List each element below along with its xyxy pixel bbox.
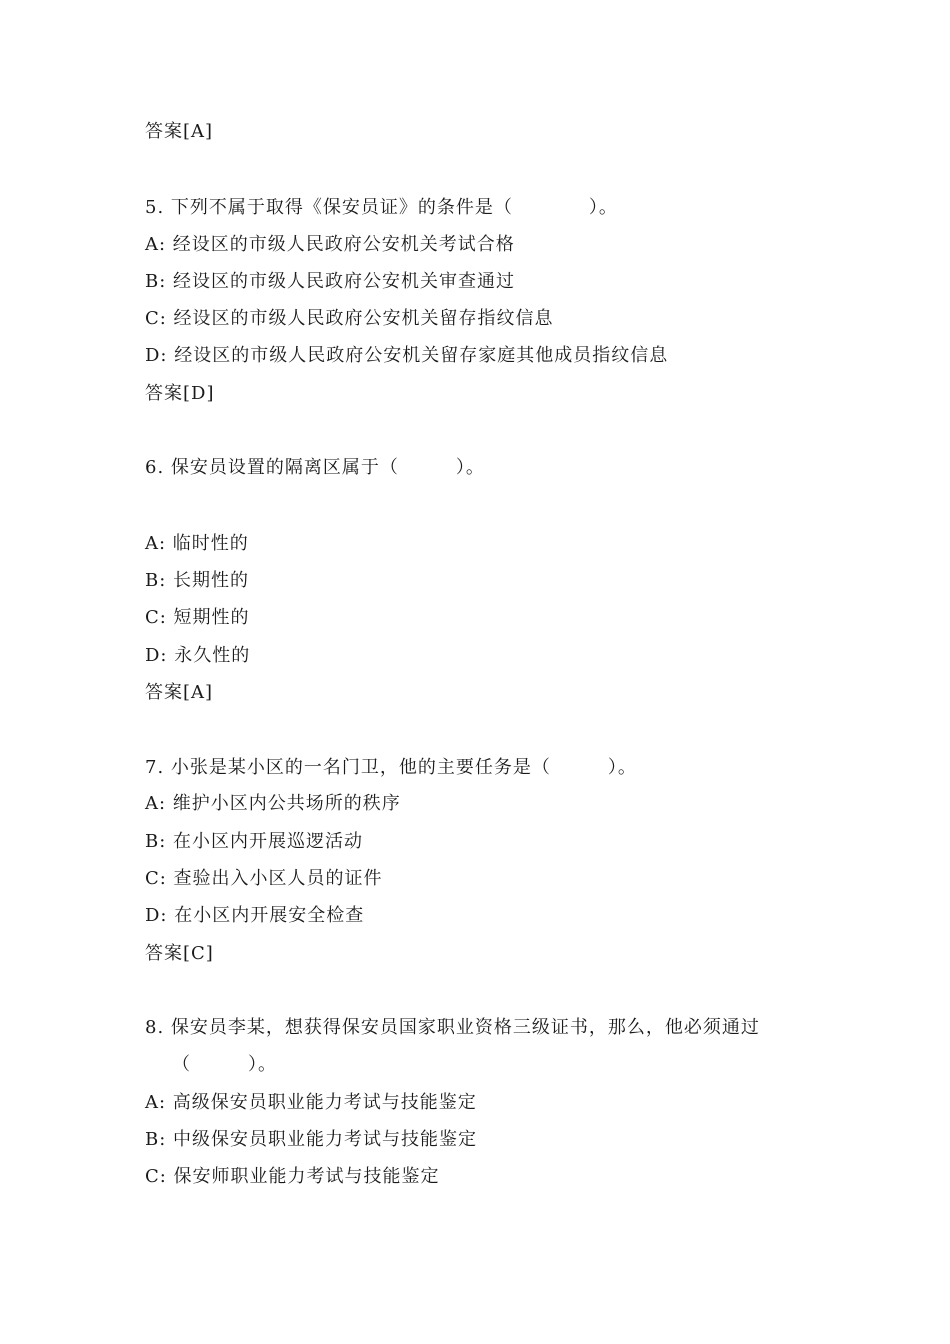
answer-q5: 答案[D]: [145, 383, 215, 404]
question-8-option-a: A: 高级保安员职业能力考试与技能鉴定: [145, 1092, 477, 1113]
question-6-option-a: A: 临时性的: [145, 533, 249, 554]
answer-q4: 答案[A]: [145, 121, 214, 142]
question-5-option-c: C: 经设区的市级人民政府公安机关留存指纹信息: [145, 308, 554, 329]
question-5-option-a: A: 经设区的市级人民政府公安机关考试合格: [145, 234, 515, 255]
question-5-option-d: D: 经设区的市级人民政府公安机关留存家庭其他成员指纹信息: [145, 345, 669, 366]
question-6-option-b: B: 长期性的: [145, 570, 250, 591]
question-8-option-c: C: 保安师职业能力考试与技能鉴定: [145, 1166, 440, 1187]
answer-q6: 答案[A]: [145, 682, 214, 703]
answer-q7: 答案[C]: [145, 943, 214, 964]
question-6-option-d: D: 永久性的: [145, 645, 251, 666]
question-6-stem: 6. 保安员设置的隔离区属于（ ）。: [145, 457, 485, 478]
question-7-option-b: B: 在小区内开展巡逻活动: [145, 831, 364, 852]
question-7-option-d: D: 在小区内开展安全检查: [145, 905, 365, 926]
question-7-option-a: A: 维护小区内公共场所的秩序: [145, 793, 401, 814]
question-6-option-c: C: 短期性的: [145, 607, 250, 628]
question-5-stem: 5. 下列不属于取得《保安员证》的条件是（ ）。: [145, 197, 618, 218]
question-7-option-c: C: 查验出入小区人员的证件: [145, 868, 383, 889]
question-7-stem: 7. 小张是某小区的一名门卫，他的主要任务是（ ）。: [145, 757, 637, 778]
question-8-stem-line1: 8. 保安员李某，想获得保安员国家职业资格三级证书，那么，他必须通过: [145, 1017, 760, 1038]
question-5-option-b: B: 经设区的市级人民政府公安机关审查通过: [145, 271, 516, 292]
question-8-option-b: B: 中级保安员职业能力考试与技能鉴定: [145, 1129, 478, 1150]
question-8-stem-line2: （ ）。: [172, 1054, 277, 1075]
